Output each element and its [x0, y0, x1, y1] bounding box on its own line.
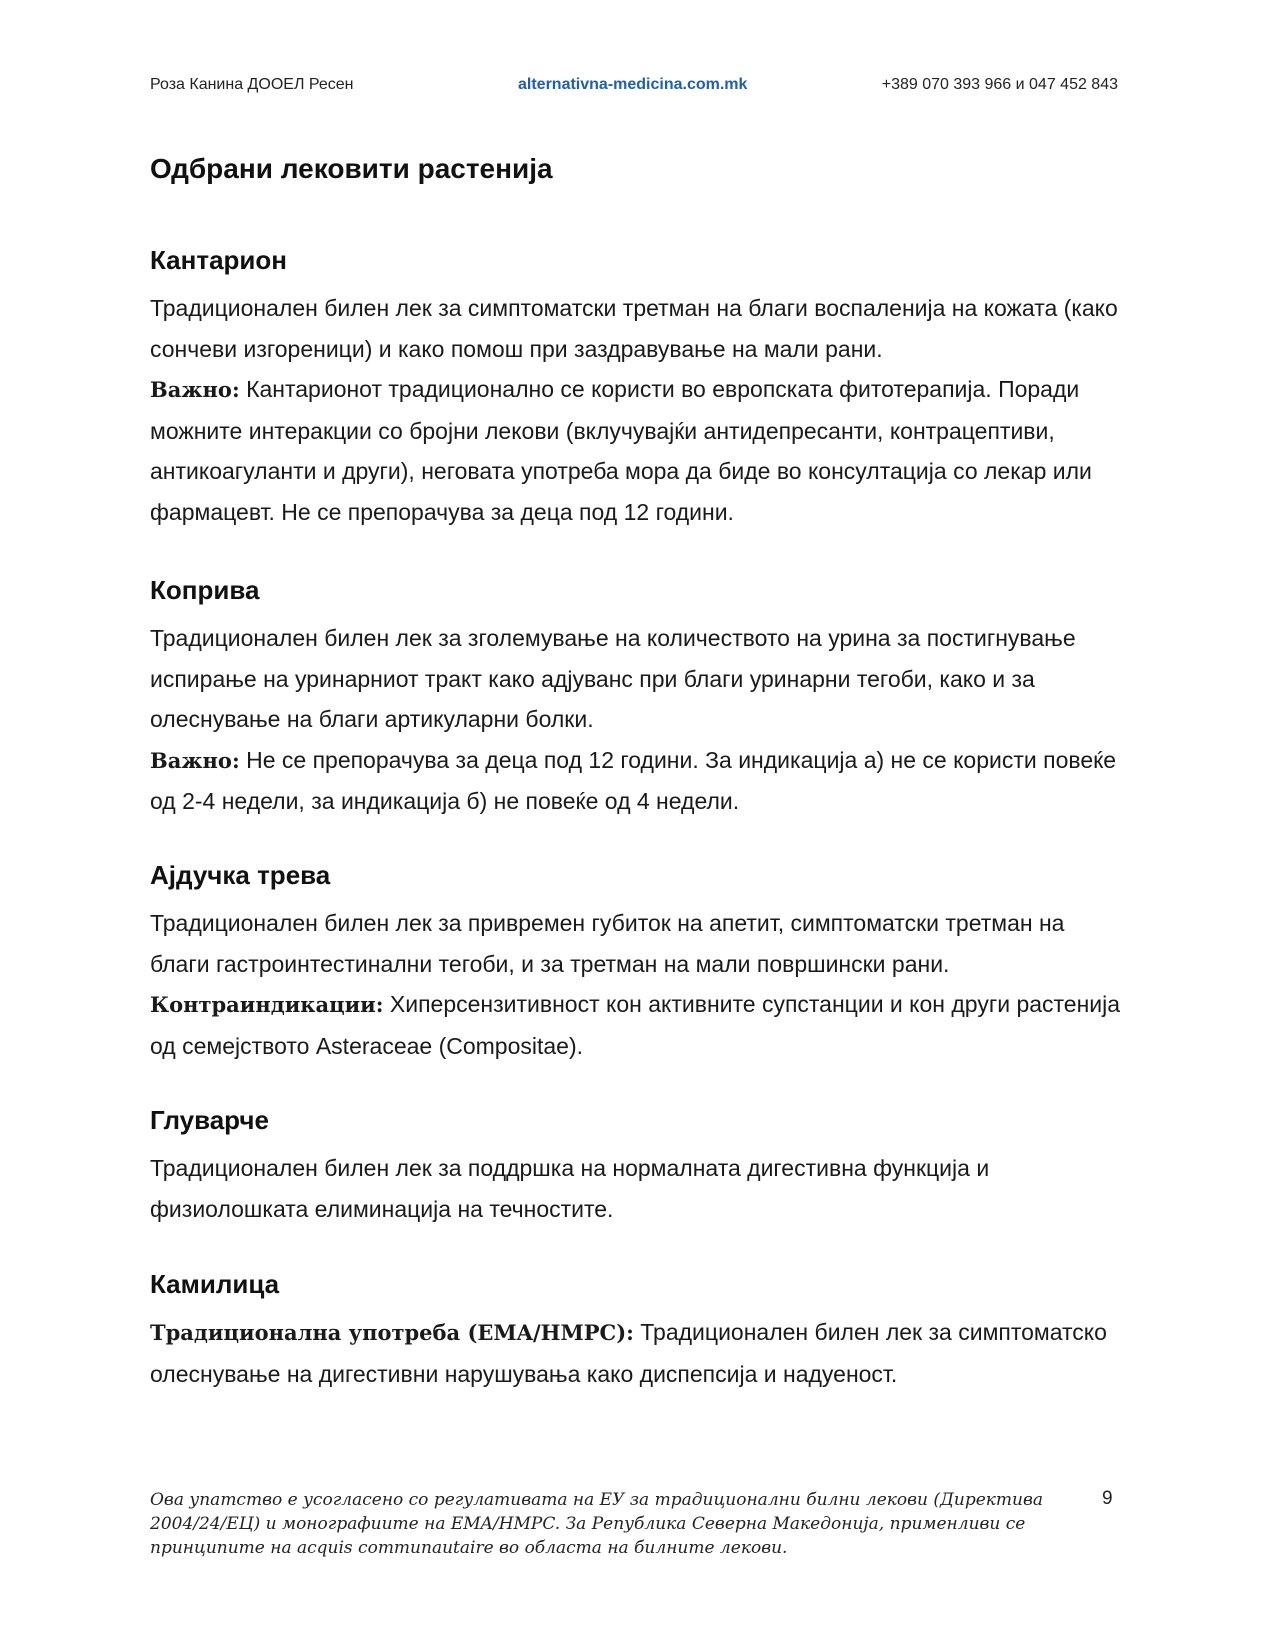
phone-numbers: +389 070 393 966 и 047 452 843	[881, 76, 1118, 93]
company-name: Роза Канина ДООЕЛ Ресен	[150, 76, 354, 93]
section-description: Традиционален билен лек за зголемување на количеството на урина за постигнување испирање на уринарниот тракт како адјуванс при благи уринарни тегоби, како и за олеснување на благи артикуларни болки.	[150, 625, 1076, 732]
contraindications-text: Хиперсензитивност кон активните супстанции и кон други растенија од семејството Asteraceae (Compositae).	[150, 991, 1121, 1059]
section-ajduchka-treva	[150, 859, 1130, 1066]
traditional-use-label: Традиционална употреба (EMA/HMPC):	[150, 1320, 634, 1345]
footer-note: Ова упатство е усогласено со регулативата на ЕУ за традиционални билни лекови (Директива 2004/24/ЕЦ) и монографиите на EMA/HMPC. За Република Северна Македонија, применливи се принципите на acquis communautaire во областа на билните лекови.	[150, 1490, 1044, 1558]
section-kamilica	[150, 1268, 1130, 1394]
important-text: Кантарионот традиционално се користи во европската фитотерапија. Поради можните интеракции со бројни лекови (вклучувајќи антидепресанти, контрацептиви, антикоагуланти и други), неговата употреба мора да биде во консултација со лекар или фармацевт. Не се препорачува за деца под 12 години.	[150, 376, 1092, 525]
section-heading: Глуварче	[150, 1105, 269, 1135]
page-number: 9	[1102, 1488, 1113, 1509]
page-title: Одбрани лековити растенија	[150, 153, 553, 184]
section-description: Традиционален билен лек за поддршка на нормалната дигестивна функција и физиолошката елиминација на течностите.	[150, 1155, 990, 1222]
section-description: Традиционален билен лек за привремен губиток на апетит, симптоматски третман на благи гастроинтестинални тегоби, и за третман на мали површински рани.	[150, 910, 1065, 977]
section-description: Традиционален билен лек за симптоматски третман на благи воспаленија на кожата (како сончеви изгореници) и како помош при заздравување на мали рани.	[150, 295, 1118, 362]
section-text	[150, 1312, 1130, 1394]
contraindications-label: Контраиндикации:	[150, 992, 384, 1017]
section-gluvarche	[150, 1104, 1130, 1229]
important-label: Важно:	[150, 747, 240, 773]
section-text	[150, 903, 1130, 1066]
section-text	[150, 1148, 1130, 1229]
page-header	[150, 76, 1118, 100]
section-heading: Кантарион	[150, 245, 287, 275]
section-text	[150, 288, 1130, 532]
important-text: Не се препорачува за деца под 12 години. За индикација а) не се користи повеќе од 2-4 недели, за индикација б) не повеќе од 4 недели.	[150, 746, 1116, 814]
important-label: Важно:	[150, 377, 240, 402]
section-kopriva	[150, 574, 1130, 822]
section-kantarion	[150, 244, 1130, 532]
website-link[interactable]: alternativna-medicina.com.mk	[518, 76, 748, 93]
traditional-use-text: Традиционален билен лек за симптоматско олеснување на дигестивни нарушувања како диспепсија и надуеност.	[150, 1319, 1107, 1387]
section-text	[150, 618, 1130, 822]
section-heading: Коприва	[150, 575, 260, 605]
section-heading: Камилица	[150, 1269, 280, 1299]
section-heading: Ајдучка трева	[150, 860, 331, 890]
